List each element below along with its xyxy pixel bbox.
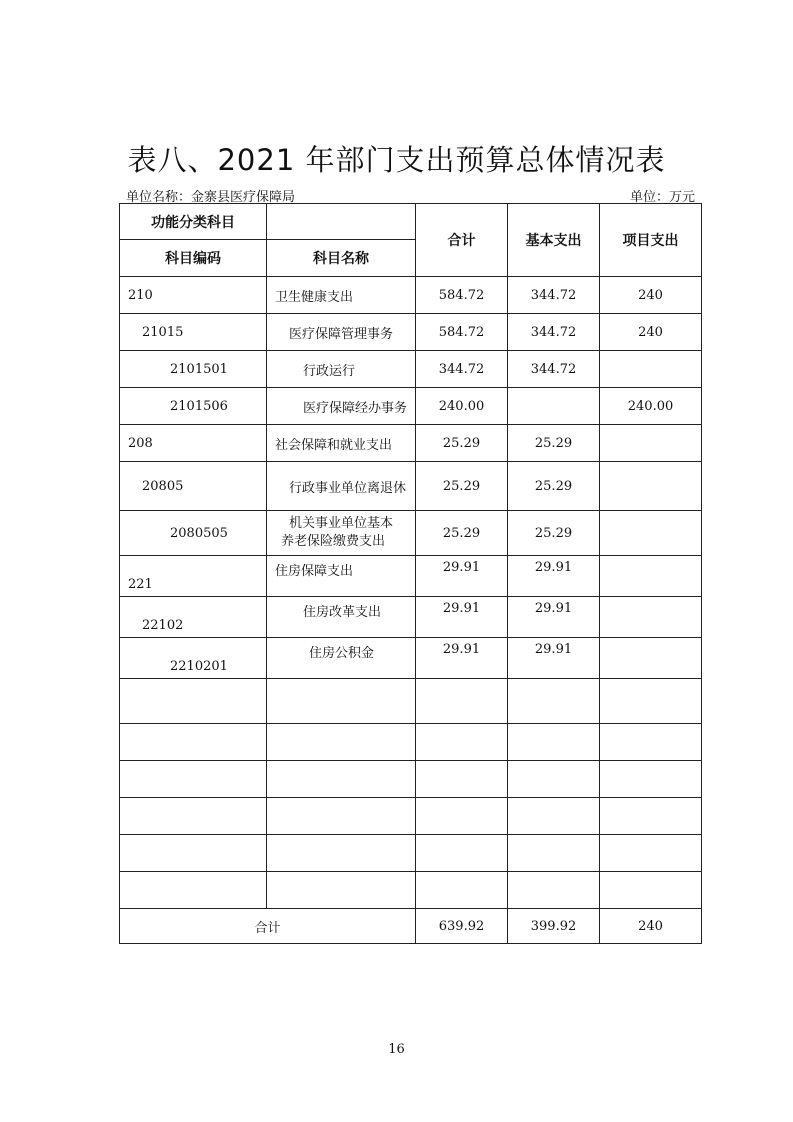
- row-name: [267, 511, 416, 556]
- row-total: 29.91: [416, 556, 508, 597]
- row-project: 240: [600, 277, 702, 314]
- row-code: 221: [120, 556, 267, 597]
- row-project: [600, 511, 702, 556]
- row-total: 25.29: [416, 511, 508, 556]
- row-total: 584.72: [416, 277, 508, 314]
- row-basic: 25.29: [508, 462, 600, 511]
- row-total: 25.29: [416, 425, 508, 462]
- row-name: 卫生健康支出: [267, 277, 416, 314]
- row-code: 2101501: [120, 351, 267, 388]
- row-name: 行政事业单位离退休: [267, 462, 416, 511]
- header-blank: [267, 204, 416, 240]
- unit-measure: 单位：万元: [629, 190, 695, 205]
- header-row-1: [120, 204, 702, 240]
- row-code: 208: [120, 425, 267, 462]
- row-project: [600, 597, 702, 638]
- row-code: 2101506: [120, 388, 267, 425]
- header-group: 功能分类科目: [120, 204, 267, 240]
- table-row: [120, 314, 702, 351]
- budget-table: [119, 203, 702, 944]
- row-total: 240.00: [416, 388, 508, 425]
- row-project: [600, 425, 702, 462]
- row-code: 22102: [120, 597, 267, 638]
- empty-row: [120, 798, 702, 835]
- row-basic: 344.72: [508, 277, 600, 314]
- row-name: 社会保障和就业支出: [267, 425, 416, 462]
- table-row: [120, 351, 702, 388]
- empty-row: [120, 872, 702, 909]
- header-basic: 基本支出: [508, 204, 600, 277]
- empty-row: [120, 835, 702, 872]
- page-title: 表八、2021 年部门支出预算总体情况表: [127, 143, 666, 177]
- header-code: 科目编码: [120, 240, 267, 277]
- page-number: 16: [388, 1042, 405, 1057]
- row-name: 住房保障支出: [267, 556, 416, 597]
- table-row: [120, 462, 702, 511]
- table-row: [120, 425, 702, 462]
- row-basic: 29.91: [508, 556, 600, 597]
- row-basic: 344.72: [508, 351, 600, 388]
- row-basic: 344.72: [508, 314, 600, 351]
- row-project: [600, 638, 702, 679]
- row-name: 医疗保障经办事务: [267, 388, 416, 425]
- table-row: [120, 277, 702, 314]
- row-name: 住房改革支出: [267, 597, 416, 638]
- summary-total: 639.92: [416, 909, 508, 944]
- row-code: 2210201: [120, 638, 267, 679]
- table-row: [120, 388, 702, 425]
- row-code: 20805: [120, 462, 267, 511]
- table-row: [120, 597, 702, 638]
- row-name-line1: 机关事业单位基本: [289, 516, 394, 531]
- row-basic: 25.29: [508, 425, 600, 462]
- summary-project: 240: [600, 909, 702, 944]
- row-project: [600, 462, 702, 511]
- row-total: 344.72: [416, 351, 508, 388]
- row-basic: 29.91: [508, 638, 600, 679]
- row-total: 29.91: [416, 597, 508, 638]
- row-basic: [508, 388, 600, 425]
- summary-basic: 399.92: [508, 909, 600, 944]
- header-project: 项目支出: [600, 204, 702, 277]
- summary-row: [120, 909, 702, 944]
- row-code: 21015: [120, 314, 267, 351]
- row-name: 医疗保障管理事务: [267, 314, 416, 351]
- header-name: 科目名称: [267, 240, 416, 277]
- row-total: 29.91: [416, 638, 508, 679]
- row-project: 240: [600, 314, 702, 351]
- header-total: 合计: [416, 204, 508, 277]
- unit-name: 单位名称：金寨县医疗保障局: [126, 190, 296, 205]
- row-project: [600, 351, 702, 388]
- row-project: 240.00: [600, 388, 702, 425]
- table-row: [120, 511, 702, 556]
- empty-row: [120, 724, 702, 761]
- table-row: [120, 556, 702, 597]
- row-name-line2: 养老保险缴费支出: [281, 534, 386, 549]
- row-total: 25.29: [416, 462, 508, 511]
- row-project: [600, 556, 702, 597]
- row-code: 2080505: [120, 511, 267, 556]
- empty-row: [120, 761, 702, 798]
- row-total: 584.72: [416, 314, 508, 351]
- row-basic: 29.91: [508, 597, 600, 638]
- row-basic: 25.29: [508, 511, 600, 556]
- row-code: 210: [120, 277, 267, 314]
- row-name: 住房公积金: [267, 638, 416, 679]
- table-row: [120, 638, 702, 679]
- row-name: 行政运行: [267, 351, 416, 388]
- empty-row: [120, 679, 702, 724]
- summary-label: 合计: [120, 909, 416, 944]
